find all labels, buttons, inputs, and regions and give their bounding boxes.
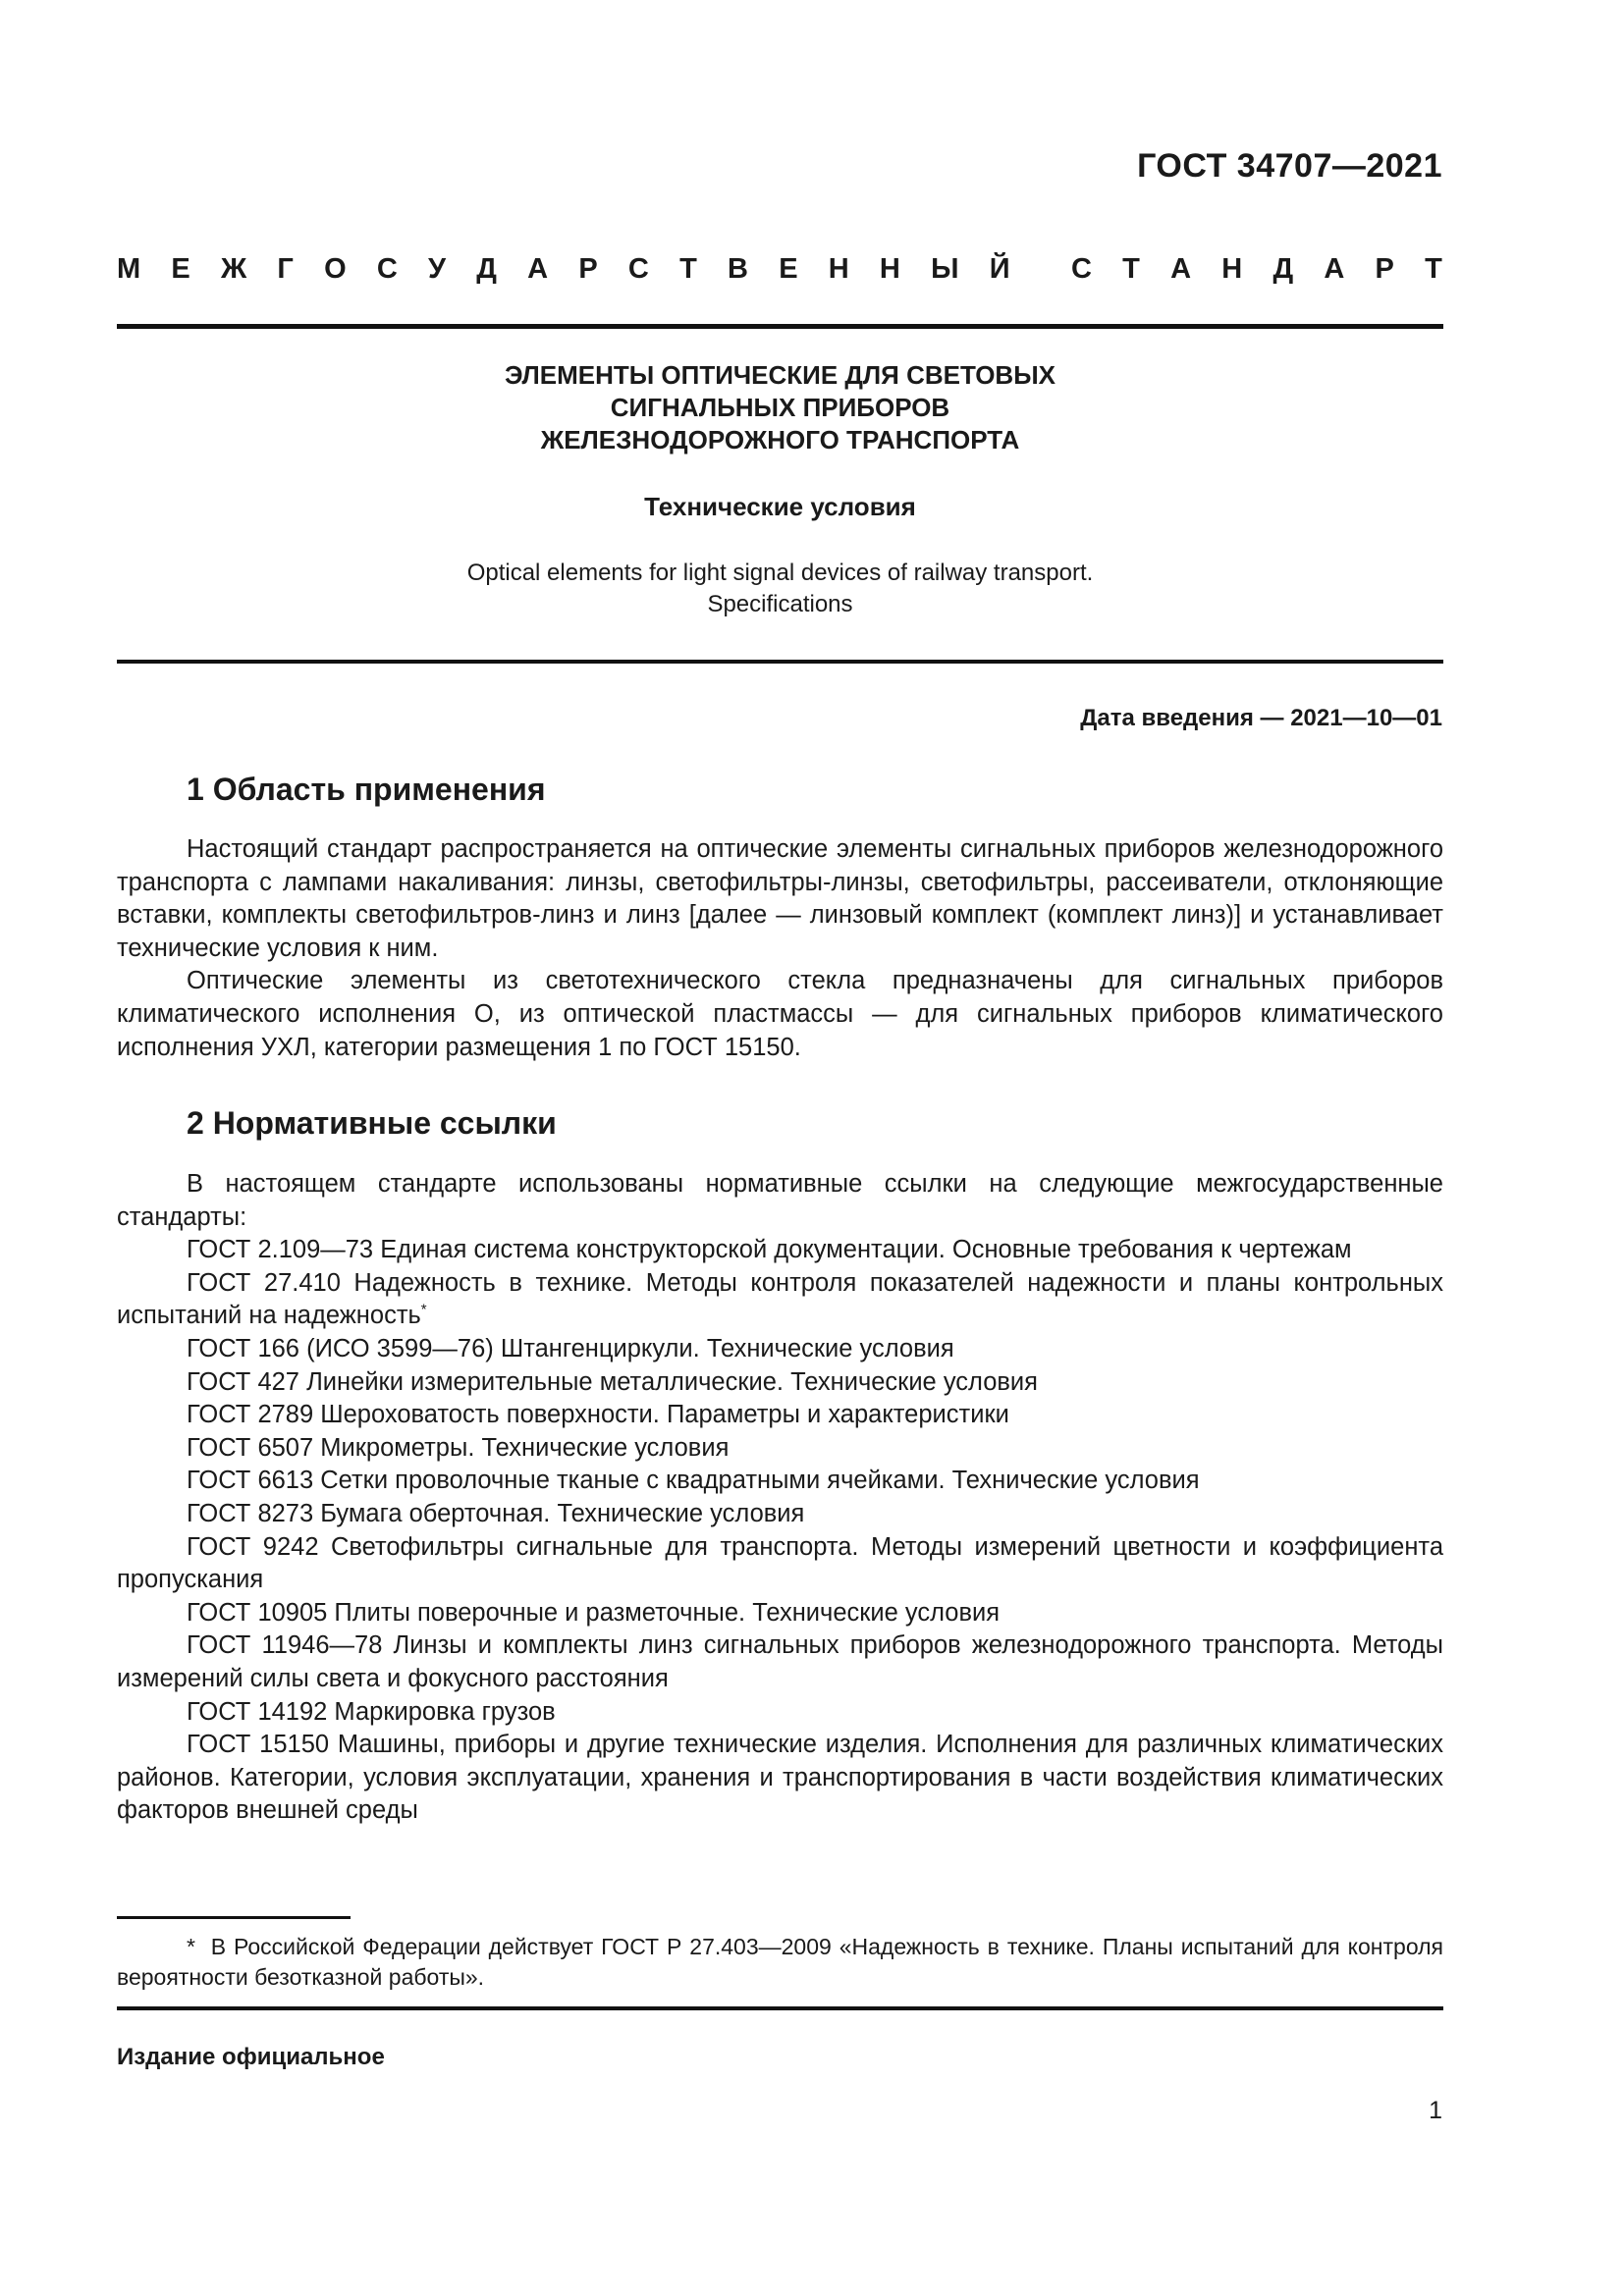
footnote-paragraph	[117, 1932, 1443, 1993]
standard-type-letter: А	[1324, 253, 1345, 285]
standard-type-letter: С	[627, 253, 649, 285]
title-line: СИГНАЛЬНЫХ ПРИБОРОВ	[610, 393, 950, 422]
reference-item: ГОСТ 9242 Светофильтры сигнальные для транспорта. Методы измерений цветности и коэффициента пропускания	[117, 1532, 1443, 1594]
footnote-text: В Российской Федерации действует ГОСТ Р 27.403—2009 «Надежность в технике. Планы испытаний для контроля вероятности безотказной работы».	[117, 1934, 1443, 1990]
standard-type-heading	[117, 253, 1442, 286]
standard-type-letter: А	[527, 253, 549, 285]
standard-type-letter: Ы	[931, 253, 959, 285]
paragraph: Оптические элементы из светотехнического стекла предназначены для сигнальных приборов климатического исполнения О, из оптической пластмассы — для сигнальных приборов климатического исполнения УХЛ, категории размещения 1 по ГОСТ 15150.	[117, 967, 1443, 1061]
standard-type-letter: Н	[828, 253, 849, 285]
footnote	[117, 1932, 1443, 1993]
section-heading-scope: 1 Область применения	[187, 772, 546, 807]
footnote-mark[interactable]: *	[420, 1301, 427, 1318]
standard-type-letter: У	[428, 253, 447, 285]
english-title	[117, 558, 1443, 620]
standard-type-letter: Е	[779, 253, 798, 285]
paragraph: В настоящем стандарте использованы нормативные ссылки на следующие межгосударственные стандарты:	[117, 1170, 1443, 1231]
subtitle: Технические условия	[644, 492, 916, 521]
reference-item: ГОСТ 6613 Сетки проволочные тканые с квадратными ячейками. Технические условия	[187, 1467, 1200, 1495]
bottom-divider	[117, 2006, 1443, 2010]
standard-type-letter: Д	[1272, 253, 1294, 285]
standard-type-letter: Г	[277, 253, 294, 285]
edition-label: Издание официальное	[117, 2044, 385, 2070]
standard-type-letter: С	[1071, 253, 1092, 285]
paragraph: Настоящий стандарт распространяется на оптические элементы сигнальных приборов железнодорожного транспорта с лампами накаливания: линзы, светофильтры-линзы, светофильтры, рассеиватели, отклоняющие вставки, комплекты светофильтров-линз и линз [далее — линзовый комплект (комплект линз)] и устанавливает технические условия к ним.	[117, 835, 1443, 962]
footnote-divider	[117, 1916, 351, 1919]
reference-item: ГОСТ 427 Линейки измерительные металлические. Технические условия	[187, 1367, 1038, 1396]
standard-type-letter: Ж	[220, 253, 247, 285]
section-heading-references: 2 Нормативные ссылки	[187, 1105, 557, 1141]
reference-item: ГОСТ 8273 Бумага оберточная. Технические условия	[187, 1499, 805, 1527]
introduction-date: Дата введения — 2021—10—01	[1080, 705, 1442, 731]
standard-type-letter: Р	[578, 253, 598, 285]
title-line: ЭЛЕМЕНТЫ ОПТИЧЕСКИЕ ДЛЯ СВЕТОВЫХ	[504, 360, 1056, 390]
document-number: ГОСТ 34707—2021	[1137, 147, 1442, 185]
reference-item: ГОСТ 2.109—73 Единая система конструкторской документации. Основные требования к чертежам	[187, 1236, 1352, 1264]
reference-item: ГОСТ 6507 Микрометры. Технические условия	[187, 1433, 730, 1462]
standard-type-letter: Е	[171, 253, 190, 285]
reference-item: ГОСТ 14192 Маркировка грузов	[187, 1697, 556, 1726]
standard-type-letter: Д	[476, 253, 497, 285]
title-divider	[117, 660, 1443, 664]
reference-item: ГОСТ 15150 Машины, приборы и другие технические изделия. Исполнения для различных климатических районов. Категории, условия эксплуатации, хранения и транспортирования в части воздействия климатических факторов внешней среды	[117, 1731, 1443, 1825]
standard-type-letter: М	[117, 253, 141, 285]
reference-item	[117, 1267, 1443, 1333]
section-body-references	[117, 1168, 1443, 1828]
standard-type-letter: Т	[679, 253, 697, 285]
english-title-line: Specifications	[707, 591, 853, 617]
reference-item: ГОСТ 11946—78 Линзы и комплекты линз сигнальных приборов железнодорожного транспорта. Методы измерений силы света и фокусного расстояния	[117, 1631, 1443, 1692]
standard-type-letter: А	[1170, 253, 1192, 285]
reference-text: ГОСТ 27.410 Надежность в технике. Методы контроля показателей надежности и планы контрольных испытаний на надежность	[117, 1268, 1443, 1330]
standard-type-letter: О	[324, 253, 347, 285]
reference-item: ГОСТ 166 (ИСО 3599—76) Штангенциркули. Технические условия	[187, 1334, 954, 1362]
title-block	[117, 359, 1443, 620]
section-body-scope	[117, 833, 1443, 1064]
english-title-line: Optical elements for light signal devices of railway transport.	[466, 560, 1094, 586]
footnote-mark-label: *	[187, 1934, 195, 1959]
top-divider	[117, 324, 1443, 329]
standard-type-letter: Т	[1425, 253, 1442, 285]
title-line: ЖЕЛЕЗНОДОРОЖНОГО ТРАНСПОРТА	[540, 425, 1020, 454]
page-number: 1	[1429, 2097, 1442, 2124]
reference-item: ГОСТ 2789 Шероховатость поверхности. Параметры и характеристики	[187, 1401, 1009, 1429]
standard-type-letter: Н	[1221, 253, 1243, 285]
standard-type-letter: С	[376, 253, 398, 285]
standard-type-letter: В	[728, 253, 748, 285]
standard-type-letter: Й	[989, 253, 1010, 285]
reference-item: ГОСТ 10905 Плиты поверочные и разметочные. Технические условия	[187, 1598, 1001, 1627]
standard-type-letter: Р	[1375, 253, 1394, 285]
standard-type-letter: Н	[879, 253, 900, 285]
standard-type-letter: Т	[1122, 253, 1140, 285]
